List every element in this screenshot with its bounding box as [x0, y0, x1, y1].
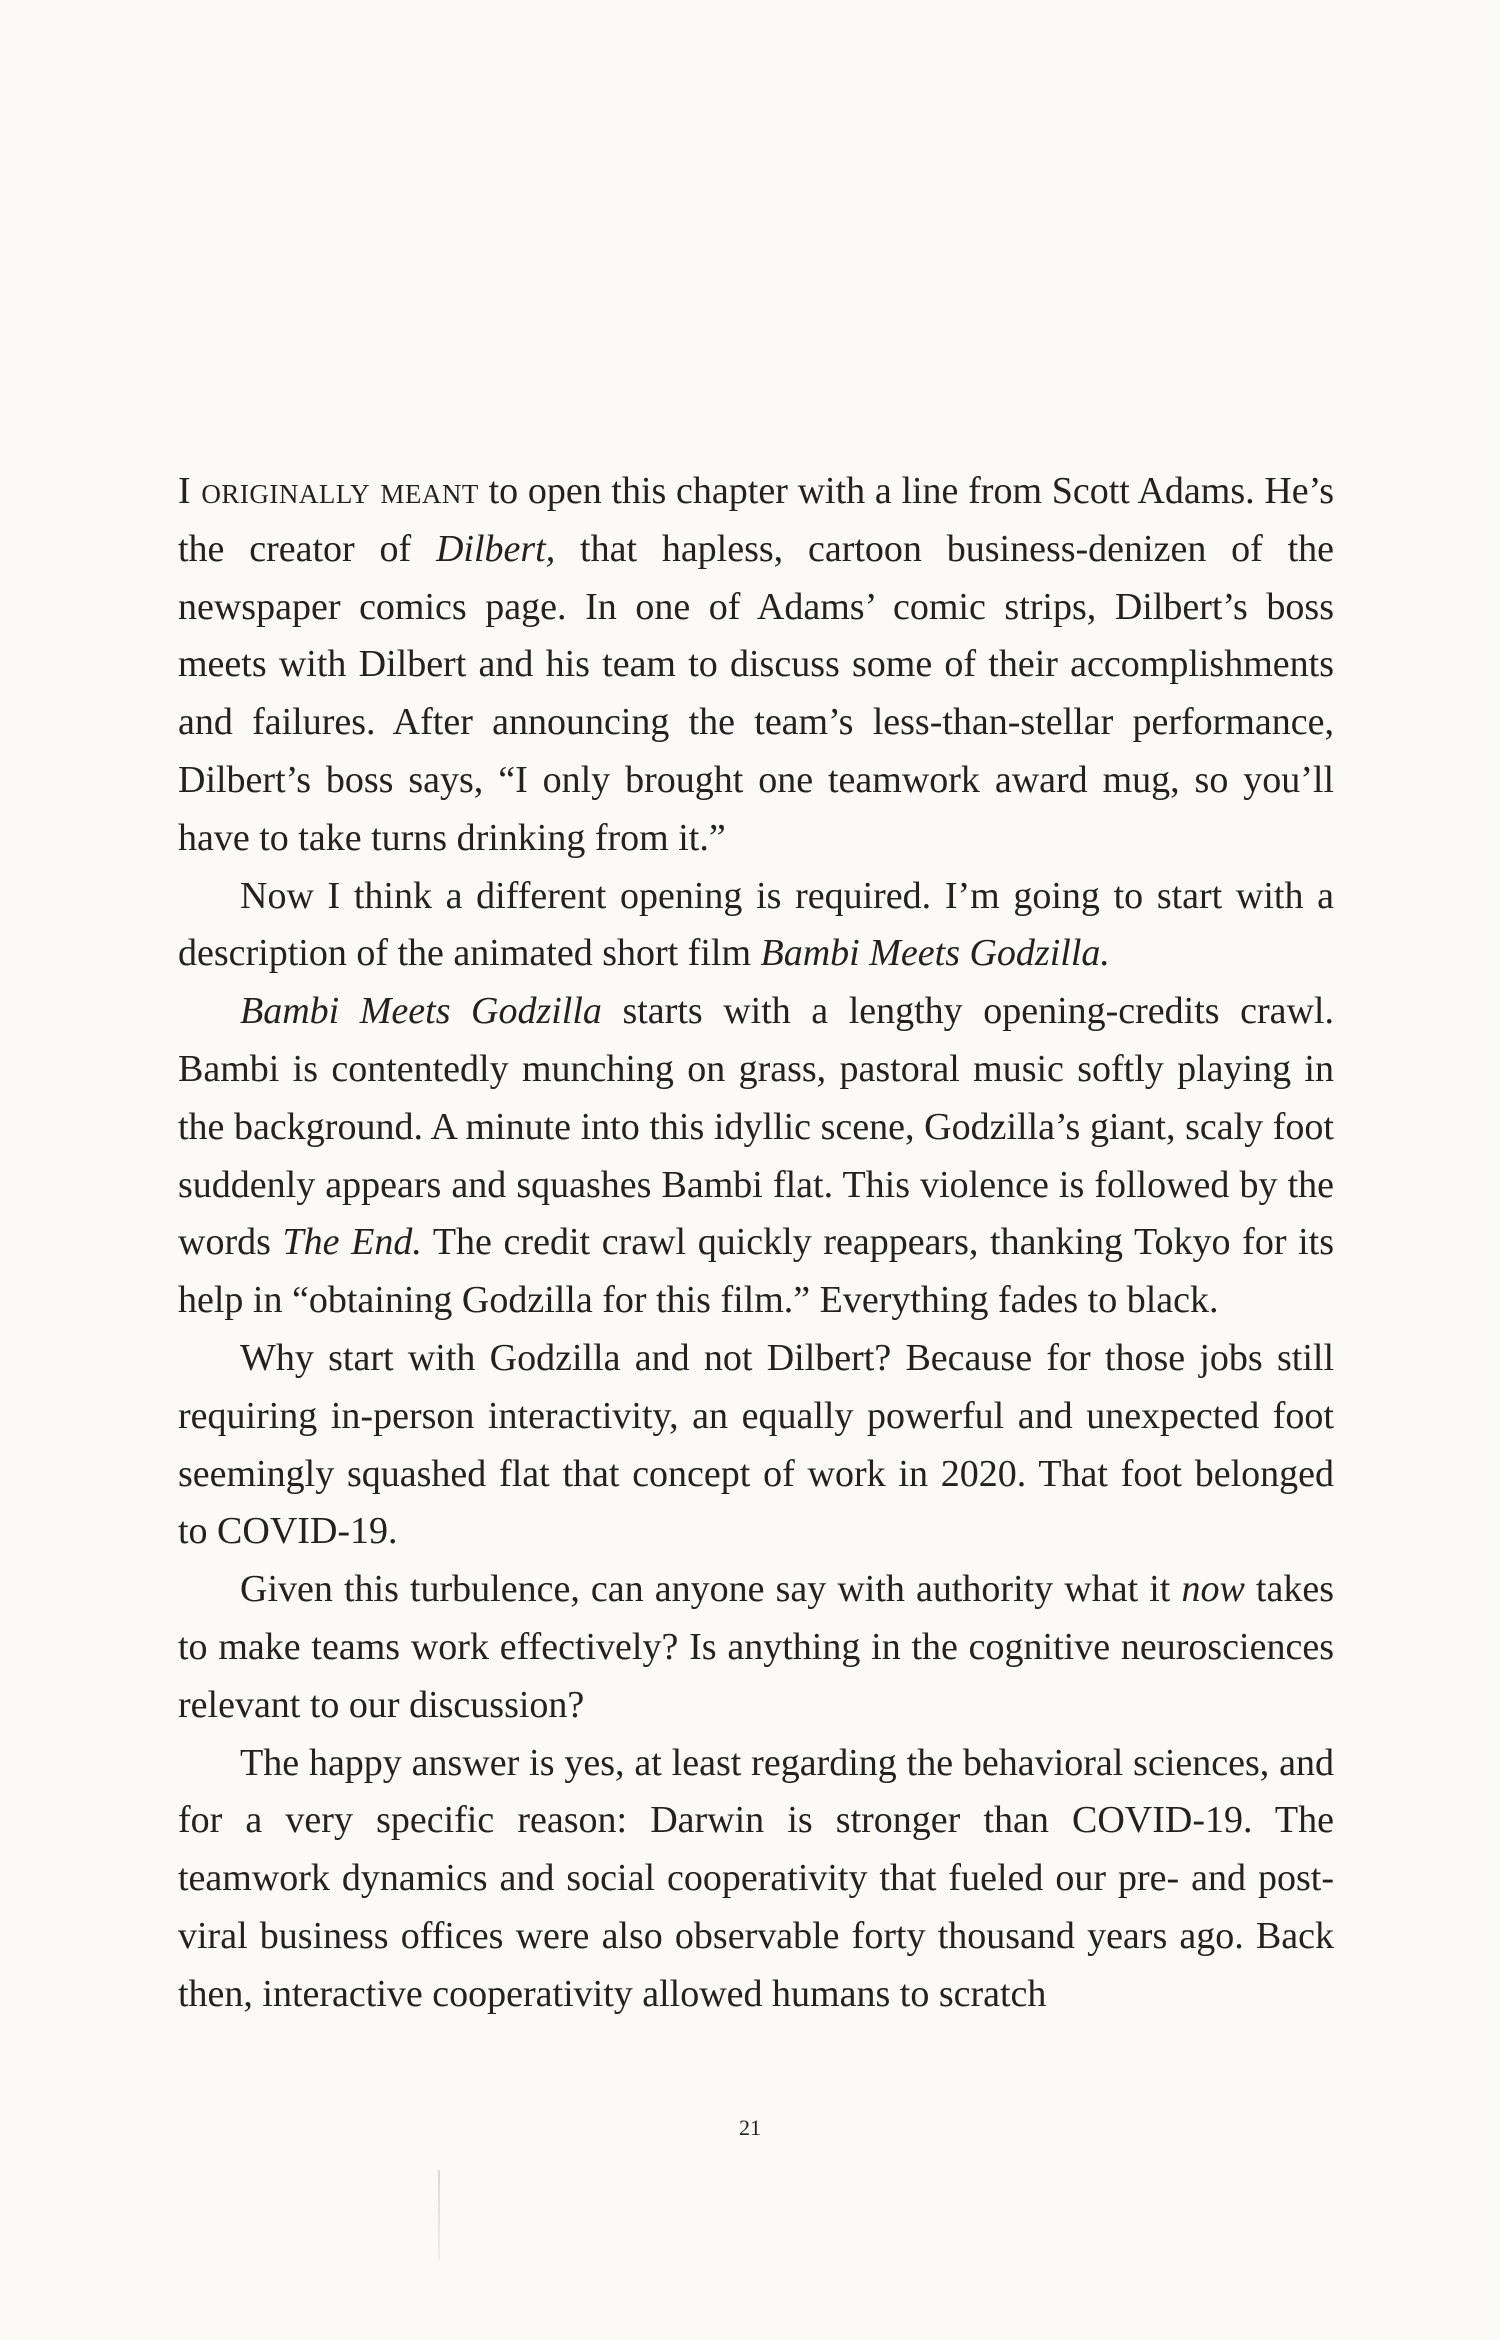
- paragraph-5: [178, 1561, 1334, 1734]
- paragraph-6: [178, 1735, 1334, 2024]
- paragraph-4: [178, 1330, 1334, 1561]
- text-run: that hapless, cartoon business-denizen of the newspaper comics page. In one of Adams’ comic strips, Dilbert’s boss meets with Dilbert and his team to discuss some of their accomplishments and failures. After announcing the team’s less-than-stellar performance, Dilbert’s boss says, “I only brought one teamwork award mug, so you’ll have to take turns drinking from it.”: [178, 527, 1335, 859]
- body-text: [178, 463, 1334, 2024]
- text-run: Now I think a different opening is required. I’m going to start with a description of the animated short film: [178, 874, 1334, 975]
- opening-small-caps: I originally meant: [178, 470, 479, 512]
- page-number: 21: [739, 2115, 761, 2140]
- text-run: starts with a lengthy opening-credits crawl. Bambi is contentedly munching on grass, pastoral music softly playing in the background. A minute into this idyllic scene, Godzilla’s giant, scaly foot suddenly appears and squashes Bambi flat. This violence is followed by the words: [178, 990, 1334, 1264]
- italic-now: now: [1181, 1568, 1245, 1611]
- text-run: to open this chapter with a line from Scott Adams. He’s the creator of: [178, 470, 1334, 570]
- paragraph-1: [178, 463, 1334, 868]
- text-run: The happy answer is yes, at least regarding the behavioral sciences, and for a very specific reason: Darwin is stronger than COVID-19. The teamwork dynamics and social cooperativity that fueled our pre- and post-viral business offices were also observable forty thousand years ago. Back then, interactive cooperativity allowed humans to scratch: [178, 1741, 1334, 2015]
- paragraph-2: [178, 868, 1334, 984]
- italic-title-dilbert: Dilbert,: [435, 527, 556, 570]
- italic-the-end: The End.: [282, 1221, 422, 1264]
- text-run: Why start with Godzilla and not Dilbert? Because for those jobs still requiring in-person interactivity, an equally powerful and unexpected foot seemingly squashed flat that concept of work in 2020. That foot belonged to COVID-19.: [178, 1336, 1334, 1553]
- text-run: The credit crawl quickly reappears, thanking Tokyo for its help in “obtaining Godzilla for this film.” Everything fades to black.: [178, 1221, 1335, 1322]
- text-run: takes to make teams work effectively? Is anything in the cognitive neurosciences relevant to our discussion?: [178, 1568, 1335, 1726]
- italic-film-title: Bambi Meets Godzilla.: [760, 932, 1110, 975]
- scan-margin-mark: [438, 2170, 440, 2260]
- italic-film-title: Bambi Meets Godzilla: [240, 990, 602, 1033]
- paragraph-3: [178, 983, 1334, 1330]
- text-run: Given this turbulence, can anyone say with authority what it: [240, 1568, 1182, 1611]
